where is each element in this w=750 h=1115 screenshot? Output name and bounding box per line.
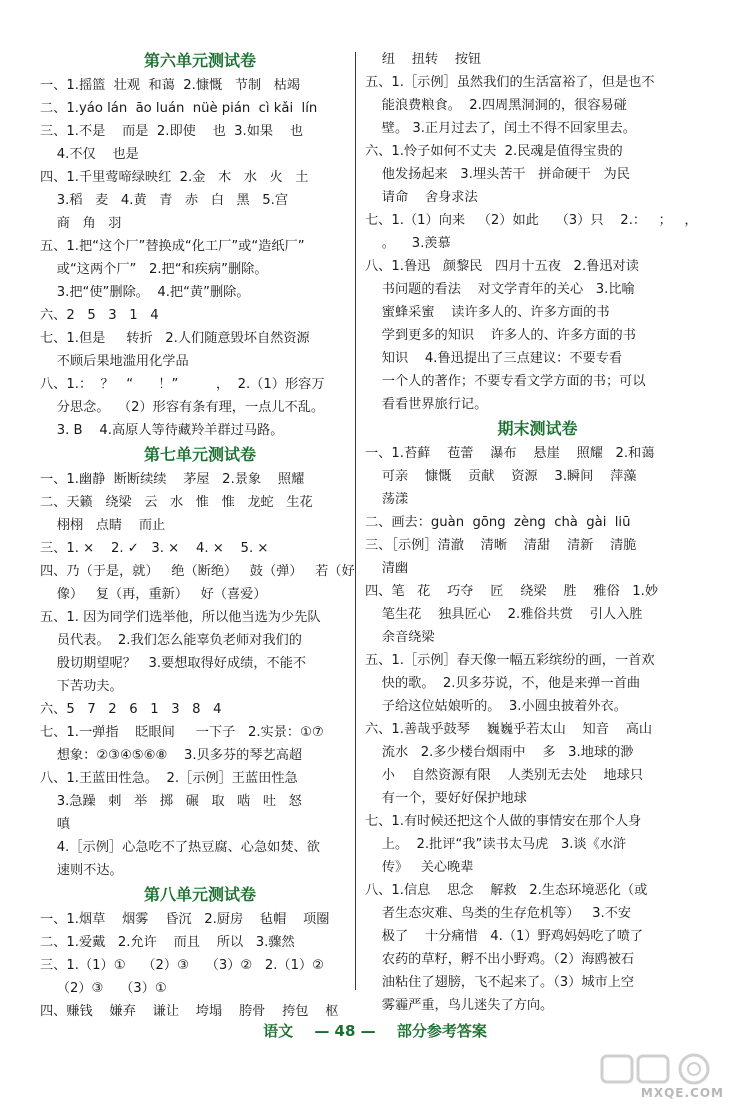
answer-line: 一个人的著作；不要专看文学方面的书；可以 (365, 374, 646, 389)
unit8-title: 第八单元测试卷 (143, 885, 256, 904)
answer-line: 快的歌。 2.贝多芬说，不，他是来弹一首曲 (365, 676, 641, 691)
answer-line: 一、1.摇篮 壮观 和蔼 2.慷慨 节制 枯竭 (40, 78, 301, 93)
answer-line: 八、1.鲁迅 颜黎民 四月十五夜 2.鲁迅对读 (365, 259, 639, 274)
answer-line: 一、1.幽静 断断续续 茅屋 2.景象 照耀 (40, 472, 305, 487)
answer-line: 3.急躁 刺 举 掷 碾 取 啮 吐 怒 (40, 794, 302, 809)
answer-line: 纽 扭转 按钮 (365, 52, 482, 67)
answer-line: 二、1.yáo lán āo luán nüè pián cì kǎi lín (40, 101, 318, 116)
watermark-text: MXQE.COM (640, 1086, 724, 1100)
answer-line: 六、2 5 3 1 4 (40, 308, 159, 323)
answer-line: 3. B 4.高原人等待藏羚羊群过马路。 (40, 423, 284, 438)
answer-line: 分思念。 （2）形容有条有理，一点儿不乱。 (40, 400, 325, 415)
answer-line: 一、1.烟草 烟雾 昏沉 2.厨房 毡帽 项圈 (40, 912, 330, 927)
answer-line: 极了 十分痛惜 4.（1）野鸡妈妈吃了喷了 (365, 929, 644, 944)
answer-line: （2）③ （3）① (40, 981, 167, 996)
unit7-answers (40, 468, 360, 882)
answer-line: 3.把“使”删除。 4.把“黄”删除。 (40, 285, 250, 300)
unit6-answers (40, 74, 360, 442)
answer-line: 可亲 慷慨 贡献 资源 3.瞬间 萍藻 (365, 469, 637, 484)
answer-line: 能浪费粮食。 2.四周黑洞洞的，很容易碰 (365, 98, 627, 113)
answer-line: 蜜蜂采蜜 读许多人的、许多方面的书 (365, 305, 610, 320)
answer-line: 殷切期望呢？ 3.要想取得好成绩，不能不 (40, 656, 307, 671)
watermark-logo (582, 1052, 732, 1107)
unit7-title: 第七单元测试卷 (143, 445, 256, 464)
answer-line: 七、1.但是 转折 2.人们随意毁坏自然资源 (40, 331, 310, 346)
answer-line: 有一个，要好好保护地球 (365, 791, 527, 806)
answer-line: 二、画去：guàn gōng zèng chà gài liū (365, 515, 631, 530)
page-footer (0, 1020, 750, 1041)
answer-line: 笔生花 独具匠心 2.雅俗共赏 引人入胜 (365, 607, 643, 622)
answer-line: 看看世界旅行记。 (365, 397, 488, 412)
answer-line: 四、赚钱 嫌弃 谦让 垮塌 胯骨 挎包 枢 (40, 1004, 339, 1019)
answer-line: 速则不达。 (40, 863, 123, 878)
unit8-answers (40, 908, 360, 1023)
answer-line: 五、1. 因为同学们选举他，所以他当选为少先队 (40, 610, 321, 625)
answer-line: 知识 4.鲁迅提出了三点建议：不要专看 (365, 351, 623, 366)
answer-line: 六、5 7 2 6 1 3 8 4 (40, 702, 222, 717)
answer-line: 者生态灾难、鸟类的生存危机等） 3.不安 (365, 906, 632, 921)
answer-line: 二、天籁 绕梁 云 水 惟 惟 龙蛇 生花 (40, 495, 313, 510)
footer-subject: 语文 (263, 1022, 294, 1040)
answer-line: 一、1.苔藓 苞蕾 瀑布 悬崖 照耀 2.和蔼 (365, 446, 655, 461)
answer-line: 4.［示例］心急吃不了热豆腐、心急如焚、欲 (40, 840, 320, 855)
answer-line: 三、［示例］清澈 清晰 清甜 清新 清脆 (365, 538, 637, 553)
answer-line: 油粘住了翅膀，飞不起来了。（3）城市上空 (365, 975, 635, 990)
answer-line: 4.不仅 也是 (40, 147, 139, 162)
answer-line: 七、1.有时候还把这个人做的事情安在那个人身 (365, 814, 642, 829)
answer-line: 员代表。 2.我们怎么能辜负老师对我们的 (40, 633, 302, 648)
final-exam-title: 期末测试卷 (497, 419, 578, 438)
answer-line: 三、1.（1）① （2）③ （3）② 2.（1）② (40, 958, 325, 973)
answer-line: 想象：②③④⑤⑥⑧ 3.贝多芬的琴艺高超 (40, 748, 303, 763)
answer-line: 清幽 (365, 561, 409, 576)
answer-line: 小 自然资源有限 人类别无去处 地球只 (365, 768, 644, 783)
answer-line: 余音绕梁 (365, 630, 435, 645)
answer-line: 学到更多的知识 许多人的、许多方面的书 (365, 328, 636, 343)
left-column (40, 48, 360, 1023)
answer-line: 3.稻 麦 4.黄 青 赤 白 黑 5.宫 (40, 193, 289, 208)
answer-line: 二、1.爱戴 2.允许 而且 所以 3.骤然 (40, 935, 295, 950)
answer-line: 七、1.（1）向来 （2）如此 （3）只 2.： ； ， (365, 213, 698, 228)
answer-line: 五、1.［示例］虽然我们的生活富裕了，但是也不 (365, 75, 655, 90)
answer-line: 四、乃（于是，就） 绝（断绝） 鼓（弹） 若（好 (40, 564, 355, 579)
answer-line: 嗔 (40, 817, 70, 832)
answer-line: 不顾后果地滥用化学品 (40, 354, 189, 369)
unit8-answers-continued (365, 48, 710, 416)
answer-line: 八、1.王蓝田性急。 2.［示例］王蓝田性急 (40, 771, 298, 786)
answer-line: 五、1.［示例］春天像一幅五彩缤纷的画，一首欢 (365, 653, 655, 668)
answer-line: 。 3.羡慕 (365, 236, 451, 251)
answer-line: 下苦功夫。 (40, 679, 123, 694)
footer-section: 部分参考答案 (396, 1022, 487, 1040)
answer-line: 三、1. × 2. ✓ 3. × 4. × 5. × (40, 541, 269, 556)
answer-line: 四、1.千里莺啼绿映红 2.金 木 水 火 土 (40, 170, 309, 185)
answer-line: 像） 复（再，重新） 好（喜爱） (40, 587, 267, 602)
final-exam-answers (365, 442, 710, 1017)
answer-line: 农药的草籽，孵不出小野鸡。（2）海鸥被石 (365, 952, 635, 967)
answer-line: 传》 关心晚辈 (365, 860, 474, 875)
answer-line: 七、1.一弹指 眨眼间 一下子 2.实景：①⑦ (40, 725, 324, 740)
answer-line: 六、1.怜子如何不丈夫 2.民魂是值得宝贵的 (365, 144, 623, 159)
answer-line: 栩栩 点睛 而止 (40, 518, 166, 533)
answer-line: 请命 舍身求法 (365, 190, 478, 205)
answer-line: 荡漾 (365, 492, 409, 507)
answer-line: 六、1.善哉乎鼓琴 巍巍乎若太山 知音 高山 (365, 722, 653, 737)
answer-line: 上。 2.批评“我”读书太马虎 3.谈《水浒 (365, 837, 627, 852)
answer-line: 壁。 3.正月过去了，闰土不得不回家里去。 (365, 121, 636, 136)
footer-page-number: — 48 — (314, 1022, 376, 1040)
answer-line: 他发扬起来 3.埋头苦干 拼命硬干 为民 (365, 167, 630, 182)
answer-line: 商 角 羽 (40, 216, 122, 231)
answer-line: 八、1.信息 思念 解救 2.生态环境恶化（或 (365, 883, 648, 898)
answer-line: 五、1.把“这个厂”替换成“化工厂”或“造纸厂” (40, 239, 305, 254)
answer-line: 子给这位姑娘听的。 3.小圆虫披着外衣。 (365, 699, 627, 714)
answer-line: 书问题的看法 对文学青年的关心 3.比喻 (365, 282, 635, 297)
answer-line: 雾霾严重，鸟儿迷失了方向。 (365, 998, 554, 1013)
answer-line: 流水 2.多少楼台烟雨中 多 3.地球的渺 (365, 745, 634, 760)
unit6-title: 第六单元测试卷 (143, 51, 256, 70)
answer-line: 三、1.不是 而是 2.即使 也 3.如果 也 (40, 124, 304, 139)
right-column (365, 48, 710, 1017)
answer-line: 或“这两个厂” 2.把“和疾病”删除。 (40, 262, 268, 277)
answer-line: 四、笔 花 巧夺 匠 绕梁 胜 雅俗 1.妙 (365, 584, 659, 599)
answer-line: 八、1.： ？ “ ！” ， 2.（1）形容万 (40, 377, 325, 392)
